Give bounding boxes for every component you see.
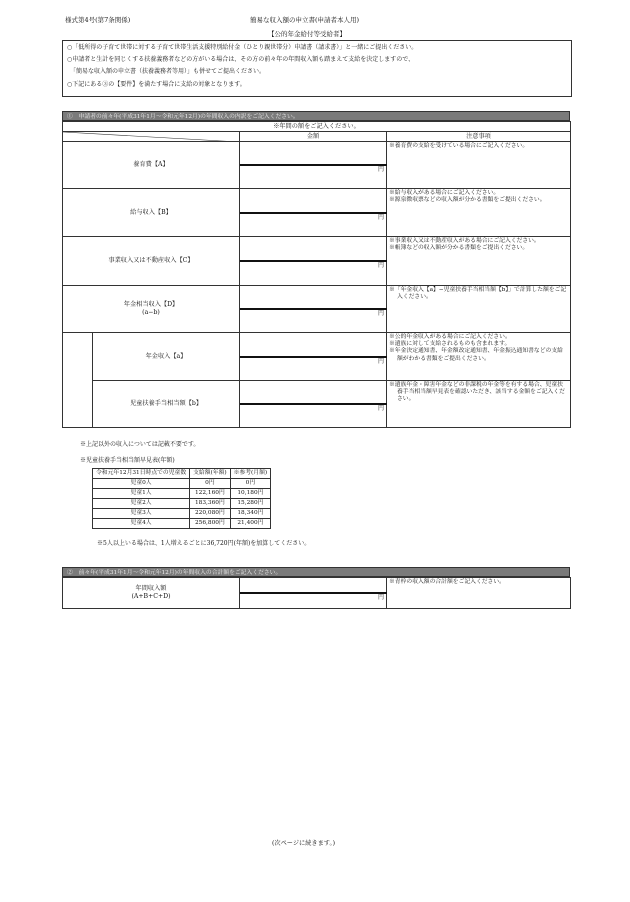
document-title: 簡易な収入額の申立書(申請者本人用): [250, 16, 360, 24]
table-row: 児童3人 220,080円 18,340円: [93, 509, 271, 519]
annual-instruction: ※年間の額をご記入ください。: [63, 122, 571, 132]
note-annual-total: ※青枠の収入額の合計額をご記入ください。: [387, 578, 571, 609]
label-business: 事業収入又は不動産収入【C】: [63, 237, 240, 286]
notice-line: ○申請者と生計を同じくする扶養義務者などの方がいる場合は、その方の前々年の年間収入額も踏まえて支給を決定しますので、: [67, 56, 415, 63]
note-childsupport: ※養育費の支給を受けている場合にご記入ください。: [387, 142, 571, 189]
table-row: 児童4人 256,800円 21,400円: [93, 519, 271, 529]
note-pension: ※公的年金収入がある場合にご記入ください。 ※遺族に対して支給されるものも含まれます。 ※年金決定通知書、年金額改定通知書、年金振込通知書などの支給額がわかる書類をご提出ください。: [387, 333, 571, 381]
label-salary: 給与収入【B】: [63, 189, 240, 237]
amount-column-header: 金額: [240, 132, 387, 142]
label-pension: 年金収入【a】: [93, 333, 240, 381]
yen-unit: 円: [377, 166, 384, 173]
th-annual: 支給額(年額): [190, 469, 231, 479]
notes-column-header: 注意事項: [387, 132, 571, 142]
income-breakdown-table: [62, 121, 571, 428]
yen-unit: 円: [377, 594, 384, 601]
indent-cell: [63, 333, 93, 381]
note-pension-equivalent: ※「年金収入【a】−児童扶養手当相当額【b】」で計算した額をご記入ください。: [387, 286, 571, 333]
footnote-other-income: ※上記以外の収入については記載不要です。: [80, 441, 200, 448]
footnote-quick-table: ※児童扶養手当相当額早見表(年額): [80, 457, 175, 464]
table-row: 児童0人 0円 0円: [93, 479, 271, 489]
diagonal-cell: [63, 132, 240, 142]
label-pension-equivalent: 年金相当収入【D】 (a−b): [63, 286, 240, 333]
notice-line: ○下記にある③の【要件】を満たす場合に支給の対象となります。: [67, 81, 246, 88]
continued-footer: (次ページに続きます。): [272, 840, 335, 847]
annual-total-table: [62, 577, 571, 609]
notice-line: 「簡易な収入額の申立書（扶養義務者等用）」も併せてご提出ください。: [67, 68, 266, 75]
amount-field-childsupport[interactable]: [240, 142, 387, 189]
section2-header: ② 前々年(平成31年1月～令和元年12月)の年間収入の合計額をご記入ください。: [62, 567, 570, 577]
yen-unit: 円: [377, 405, 384, 412]
yen-unit: 円: [377, 213, 384, 221]
yen-unit: 円: [377, 310, 384, 317]
section1-header: ① 申請者の前々年(平成31年1月～令和元年12月)の年間収入の内訳をご記入ください。: [62, 111, 570, 121]
notice-box: [62, 40, 572, 97]
amount-field-business[interactable]: [240, 237, 387, 286]
diagonal-line: [63, 132, 240, 142]
table-row: 児童2人 183,360円 15,280円: [93, 499, 271, 509]
label-annual-total: 年間収入額 (A+B+C+D): [63, 578, 240, 609]
amount-field-salary[interactable]: [240, 189, 387, 237]
quick-table-note: ※5人以上いる場合は、1人増えるごとに36,720円(年額)を加算してください。: [97, 540, 311, 547]
amount-field-pension[interactable]: [240, 333, 387, 381]
note-business: ※事業収入又は不動産収入がある場合にご記入ください。 ※帳簿などの収入額が分かる書類をご提出ください。: [387, 237, 571, 286]
th-monthly: ※参考(月額): [230, 469, 271, 479]
table-row: 児童1人 122,160円 10,180円: [93, 489, 271, 499]
label-childallowance: 児童扶養手当相当額【b】: [93, 381, 240, 428]
label-childsupport: 養育費【A】: [63, 142, 240, 189]
yen-unit: 円: [377, 357, 384, 365]
child-allowance-quick-table: [92, 468, 271, 529]
document-subtitle: 【公的年金給付等受給者】: [268, 30, 346, 38]
amount-field-pension-equivalent[interactable]: [240, 286, 387, 333]
notice-line: ○「低所得の子育て世帯に対する子育て世帯生活支援特別給付金（ひとり親世帯分）申請書（請求書）」と一緒にご提出ください。: [67, 44, 418, 51]
indent-cell: [63, 381, 93, 428]
form-number: 様式第4号(第7条関係): [65, 16, 131, 24]
th-children: 令和元年12月31日時点での児童数: [93, 469, 190, 479]
amount-field-annual-total[interactable]: [240, 578, 387, 609]
amount-field-childallowance[interactable]: [240, 381, 387, 428]
note-childallowance: ※遺族年金・障害年金などの非課税の年金等を有する場合、児童扶養手当相当額早見表を確認いただき、該当する金額をご記入ください。: [387, 381, 571, 428]
note-salary: ※給与収入がある場合にご記入ください。 ※源泉徴収票などの収入額が分かる書類をご提出ください。: [387, 189, 571, 237]
yen-unit: 円: [377, 262, 384, 269]
